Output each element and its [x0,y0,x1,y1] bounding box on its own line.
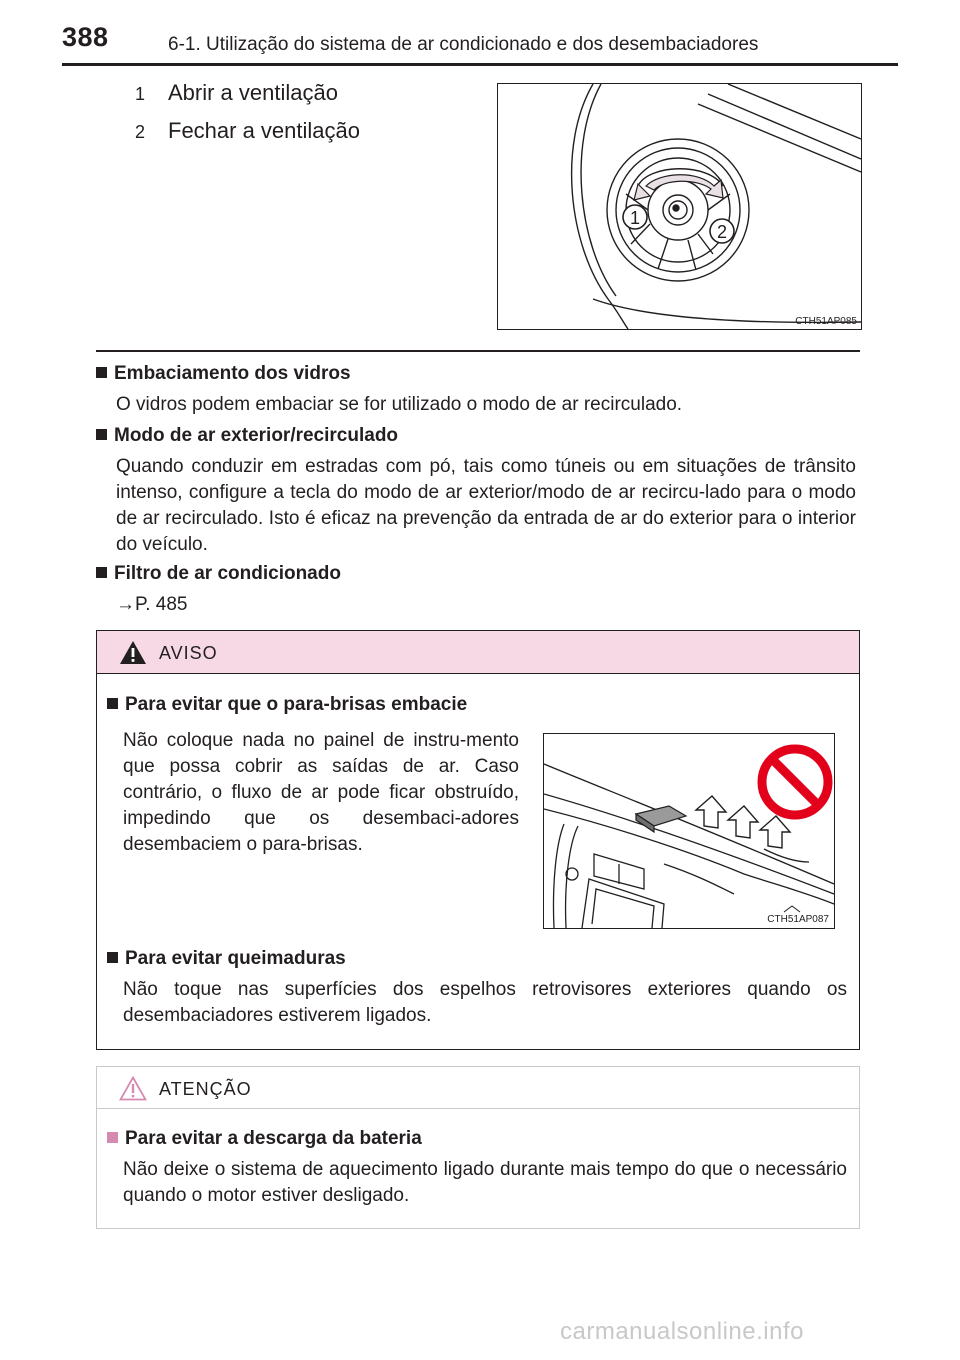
watermark: carmanualsonline.info [560,1318,804,1345]
dashboard-drawing [544,734,834,928]
caution-label: ATENÇÃO [159,1079,252,1099]
notes-rule [96,350,860,352]
warning-label: AVISO [159,643,218,663]
vent-dial-illustration [497,83,862,330]
square-bullet-icon [96,367,107,378]
note-body-recirculation: Quando conduzir em estradas com pó, tais como túneis ou em situações de trânsito intenso, configure a tecla do modo de ar exterior/modo de ar recircu-lado para o modo de ar recirculado. Isto é eficaz na prevenção da entrada de ar do exterior para o interior do veículo. [116,456,856,555]
warning-item-title-burns [107,948,346,970]
square-bullet-icon [96,567,107,578]
step-close-vent [135,118,360,144]
step-open-vent [135,80,338,106]
note-title-text: Embaciamento dos vidros [114,363,351,384]
warning-item-title-text: Para evitar queimaduras [125,948,346,969]
square-bullet-icon [96,429,107,440]
note-title-text: Modo de ar exterior/recirculado [114,425,399,446]
figure-code: CTH51AP087 [767,914,829,925]
warning-box [96,630,860,1050]
caution-item-title-text: Para evitar a descarga da bateria [125,1128,422,1149]
page-reference-link[interactable]: →P. 485 [116,594,188,615]
square-bullet-icon [107,952,118,963]
step-number: 2 [135,122,146,142]
step-label: Abrir a ventilação [168,80,338,105]
step-label: Fechar a ventilação [168,118,360,143]
note-title-text: Filtro de ar condicionado [114,563,341,584]
square-bullet-icon [107,698,118,709]
note-body-fogging: O vidros podem embaciar se for utilizado o modo de ar recirculado. [116,394,683,415]
header-rule [62,63,898,66]
callout-1: 1 [629,208,641,228]
square-bullet-icon [107,1132,118,1143]
warning-header [97,631,859,674]
warning-item-body-burns: Não toque nas superfícies dos espelhos retrovisores exteriores quando os desembaciadores estiverem ligados. [123,979,847,1026]
caution-item-body-battery: Não deixe o sistema de aquecimento ligado durante mais tempo do que o necessário quando o motor estiver desligado. [123,1159,847,1206]
step-number: 1 [135,84,146,104]
note-title-fogging [96,363,351,385]
caution-box [96,1066,860,1229]
warning-item-body-windshield: Não coloque nada no painel de instru-mento que possa cobrir as saídas de ar. Caso contrário, o fluxo de ar pode ficar obstruído, impedindo que os desembaci-adores desembaciem o para-brisas. [123,730,519,855]
note-title-recirculation [96,425,398,447]
vent-dial-drawing [498,84,861,329]
warning-triangle-icon [119,640,147,665]
page-number: 388 [62,22,109,52]
warning-item-title-windshield [107,694,467,716]
dashboard-illustration [543,733,835,929]
caution-triangle-icon [119,1076,147,1101]
callout-2: 2 [716,222,728,242]
section-title: 6-1. Utilização do sistema de ar condicionado e dos desembaciadores [168,34,759,55]
figure-code: CTH51AP085 [795,316,857,327]
caution-header [97,1067,859,1109]
caution-item-title-battery [107,1128,422,1150]
note-title-filter [96,563,341,585]
warning-item-title-text: Para evitar que o para-brisas embacie [125,694,468,715]
